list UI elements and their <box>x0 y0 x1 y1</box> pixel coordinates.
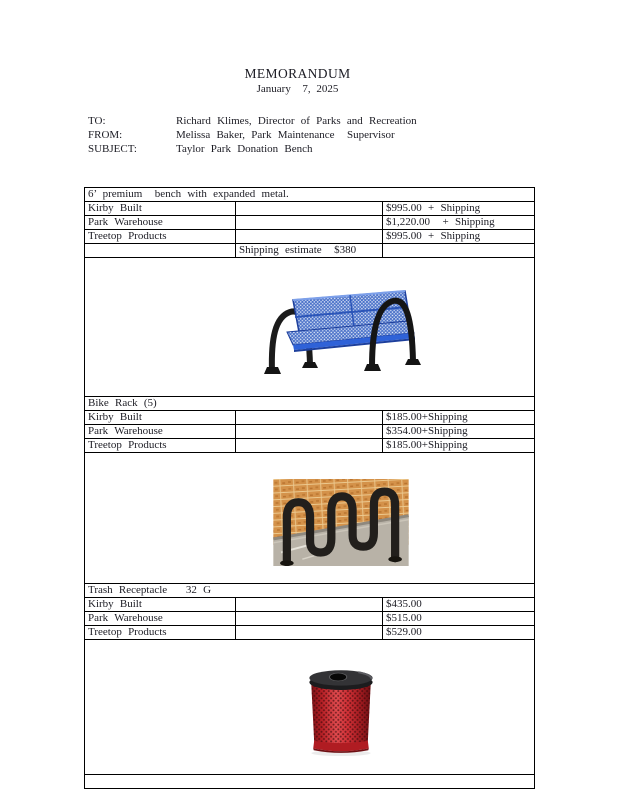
from-label: FROM: <box>88 129 123 141</box>
price-cell: $1,220.00 + Shipping <box>383 216 535 230</box>
vendor-cell: Treetop Products <box>85 626 236 640</box>
price-cell: $529.00 <box>383 626 535 640</box>
section-title-bike-rack: Bike Rack (5) <box>85 397 535 411</box>
to-label: TO: <box>88 115 106 127</box>
image-row <box>85 453 535 584</box>
vendor-cell: Park Warehouse <box>85 216 236 230</box>
section-title-trash: Trash Receptacle 32 G <box>85 584 535 598</box>
table-row <box>85 411 535 425</box>
memo-date: January 7, 2025 <box>256 83 339 95</box>
empty-cell <box>236 230 383 244</box>
empty-cell <box>236 439 383 453</box>
empty-cell <box>236 598 383 612</box>
empty-cell <box>236 612 383 626</box>
empty-cell <box>236 202 383 216</box>
empty-cell <box>383 244 535 258</box>
address-block <box>88 114 417 156</box>
table-row <box>85 425 535 439</box>
price-cell: $354.00+Shipping <box>383 425 535 439</box>
to-value: Richard Klimes, Director of Parks and Recreation <box>176 115 417 127</box>
empty-cell <box>236 626 383 640</box>
empty-cell <box>236 216 383 230</box>
trash-image-cell <box>85 640 535 775</box>
table-row <box>85 216 535 230</box>
section-title-bench: 6’ premium bench with expanded metal. <box>85 188 535 202</box>
from-value: Melissa Baker, Park Maintenance Supervisor <box>176 129 395 141</box>
shipping-note-cell: Shipping estimate $380 <box>236 244 383 258</box>
price-cell: $435.00 <box>383 598 535 612</box>
image-row <box>85 258 535 397</box>
empty-cell <box>85 244 236 258</box>
vendor-cell: Park Warehouse <box>85 612 236 626</box>
vendor-cell: Treetop Products <box>85 439 236 453</box>
vendor-cell: Kirby Built <box>85 411 236 425</box>
subject-label: SUBJECT: <box>88 143 137 155</box>
price-cell: $995.00 + Shipping <box>383 230 535 244</box>
to-row <box>88 114 417 128</box>
empty-cell <box>236 411 383 425</box>
subject-value: Taylor Park Donation Bench <box>176 143 313 155</box>
bike-rack-photo <box>272 479 410 566</box>
price-cell: $995.00 + Shipping <box>383 202 535 216</box>
empty-cell <box>236 425 383 439</box>
table-row <box>85 612 535 626</box>
bench-image-cell <box>85 258 535 397</box>
bench-photo <box>259 284 423 379</box>
price-cell: $185.00+Shipping <box>383 411 535 425</box>
vendor-cell: Treetop Products <box>85 230 236 244</box>
bike-rack-image-cell <box>85 453 535 584</box>
table-row <box>85 598 535 612</box>
empty-row <box>85 775 535 789</box>
memo-title: MEMORANDUM <box>244 66 351 81</box>
from-row <box>88 128 417 142</box>
subject-row <box>88 142 417 156</box>
section-header-row <box>85 397 535 411</box>
table-row <box>85 202 535 216</box>
table-row <box>85 626 535 640</box>
price-cell: $515.00 <box>383 612 535 626</box>
trash-receptacle-photo <box>302 666 380 757</box>
price-cell: $185.00+Shipping <box>383 439 535 453</box>
empty-cell <box>85 775 535 789</box>
shipping-note-row <box>85 244 535 258</box>
table-row <box>85 439 535 453</box>
vendor-cell: Park Warehouse <box>85 425 236 439</box>
quote-table <box>84 187 535 789</box>
quote-table-wrap <box>84 187 535 789</box>
image-row <box>85 640 535 775</box>
section-header-row <box>85 584 535 598</box>
vendor-cell: Kirby Built <box>85 202 236 216</box>
section-header-row <box>85 188 535 202</box>
vendor-cell: Kirby Built <box>85 598 236 612</box>
table-row <box>85 230 535 244</box>
